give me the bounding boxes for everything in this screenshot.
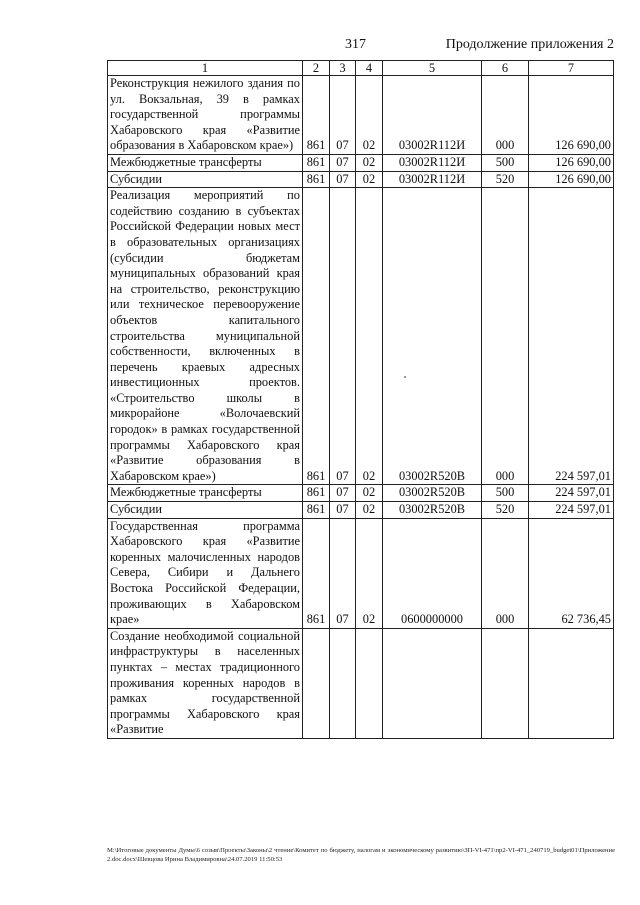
row-code: 861	[303, 76, 330, 155]
column-header: 6	[482, 61, 529, 76]
row-expense-type: 520	[482, 171, 529, 188]
column-header: 5	[383, 61, 482, 76]
row-name: Субсидии	[108, 171, 303, 188]
table-header-row	[108, 61, 614, 76]
row-section: 07	[330, 502, 356, 519]
row-expense-type: 500	[482, 154, 529, 171]
row-name: Государственная программа Хабаровского края «Развитие коренных малочисленных народов Севера, Сибири и Дальнего Востока Российской Федерации, проживающих в Хабаровском крае»	[108, 518, 303, 628]
row-subsection: 02	[356, 154, 383, 171]
row-code: 861	[303, 154, 330, 171]
table-row	[108, 628, 614, 738]
row-amount: 126 690,00	[529, 154, 614, 171]
column-header: 4	[356, 61, 383, 76]
column-header: 3	[330, 61, 356, 76]
row-target: 03002R520В	[383, 485, 482, 502]
row-expense-type: 520	[482, 502, 529, 519]
row-target: 03002R520В	[383, 502, 482, 519]
document-path-footer: М:\Итоговые документы Думы\6 созыв\Проекты\Законы\2 чтение\Комитет по бюджету, налогам и экономическому развитию\ЗП-VI-471\пр2-VI-471_240719_budget01\Приложение 2.doc.docx\Шевцова Ирина Владимировна\24.07.2019 11:50:53	[107, 847, 615, 863]
row-target: 03002R520В	[383, 188, 482, 485]
row-name: Межбюджетные трансферты	[108, 485, 303, 502]
row-amount	[529, 628, 614, 738]
table-row	[108, 502, 614, 519]
scan-speck	[404, 376, 406, 378]
table-row	[108, 154, 614, 171]
column-header: 2	[303, 61, 330, 76]
row-target: 0600000000	[383, 518, 482, 628]
column-header: 7	[529, 61, 614, 76]
row-expense-type: 000	[482, 188, 529, 485]
row-amount: 126 690,00	[529, 76, 614, 155]
table-row	[108, 485, 614, 502]
row-expense-type: 000	[482, 76, 529, 155]
table-row	[108, 76, 614, 155]
row-amount: 62 736,45	[529, 518, 614, 628]
row-section: 07	[330, 188, 356, 485]
row-section: 07	[330, 154, 356, 171]
row-code: 861	[303, 188, 330, 485]
row-subsection: 02	[356, 518, 383, 628]
row-section	[330, 628, 356, 738]
continuation-label: Продолжение приложения 2	[445, 37, 614, 52]
table-row	[108, 518, 614, 628]
row-amount: 224 597,01	[529, 502, 614, 519]
row-name: Субсидии	[108, 502, 303, 519]
row-subsection: 02	[356, 485, 383, 502]
row-amount: 224 597,01	[529, 188, 614, 485]
table-row	[108, 171, 614, 188]
row-section: 07	[330, 518, 356, 628]
row-name: Создание необходимой социальной инфраструктуры в населенных пунктах – местах традиционного проживания коренных народов в рамках государственной программы Хабаровского края «Развитие	[108, 628, 303, 738]
budget-table	[107, 60, 614, 739]
table-row	[108, 188, 614, 485]
row-amount: 126 690,00	[529, 171, 614, 188]
row-expense-type	[482, 628, 529, 738]
page-number: 317	[345, 37, 366, 52]
row-code: 861	[303, 502, 330, 519]
row-expense-type: 500	[482, 485, 529, 502]
row-section: 07	[330, 76, 356, 155]
row-subsection: 02	[356, 76, 383, 155]
row-code	[303, 628, 330, 738]
row-target	[383, 628, 482, 738]
row-name: Реализация мероприятий по содействию созданию в субъектах Российской Федерации новых мест в образовательных организациях (субсидии бюджетам муниципальных образований края на строительство, реконструкцию или техническое перевооружение объектов капитального строительства муниципальной собственности, включенных в перечень краевых адресных инвестиционных проектов. «Строительство школы в микрорайоне «Волочаевский городок» в рамках государственной программы Хабаровского края «Развитие образования в Хабаровском крае»)	[108, 188, 303, 485]
row-subsection: 02	[356, 171, 383, 188]
row-amount: 224 597,01	[529, 485, 614, 502]
row-section: 07	[330, 485, 356, 502]
row-code: 861	[303, 485, 330, 502]
column-header: 1	[108, 61, 303, 76]
row-subsection	[356, 628, 383, 738]
row-code: 861	[303, 171, 330, 188]
row-target: 03002R112И	[383, 171, 482, 188]
row-subsection: 02	[356, 188, 383, 485]
row-name: Межбюджетные трансферты	[108, 154, 303, 171]
row-expense-type: 000	[482, 518, 529, 628]
row-subsection: 02	[356, 502, 383, 519]
row-name: Реконструкция нежилого здания по ул. Вокзальная, 39 в рамках государственной программы Хабаровского края «Развитие образования в Хабаровском крае»)	[108, 76, 303, 155]
row-target: 03002R112И	[383, 76, 482, 155]
row-target: 03002R112И	[383, 154, 482, 171]
row-code: 861	[303, 518, 330, 628]
row-section: 07	[330, 171, 356, 188]
